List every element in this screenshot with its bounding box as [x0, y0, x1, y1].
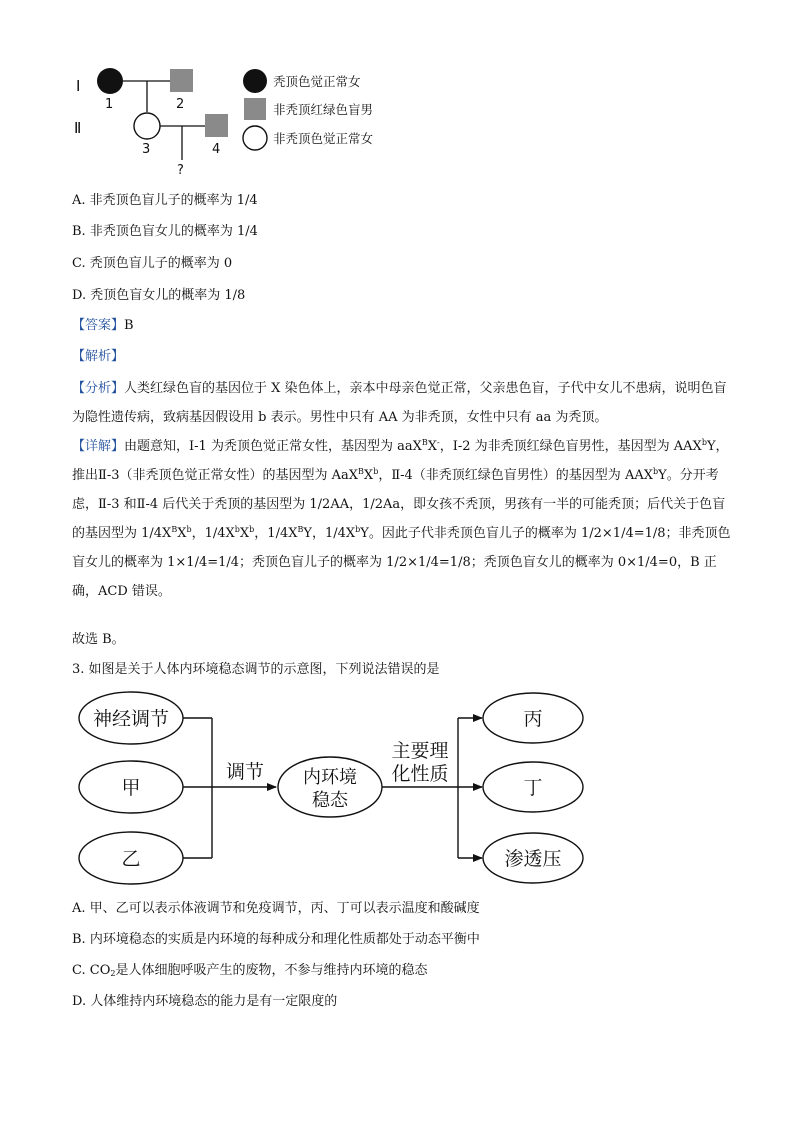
- answer-value: B: [124, 318, 134, 333]
- q2-option-b: B. 非秃顶色盲女儿的概率为 1/4: [72, 224, 258, 239]
- fenxi-paragraph: [72, 374, 734, 432]
- legend-colorblind-male-icon: [244, 98, 266, 120]
- fenxi-text: 人类红绿色盲的基因位于 X 染色体上，亲本中母亲色觉正常，父亲患色盲，子代中女儿不患病，说明色盲为隐性遗传病，致病基因假设用 b 表示。男性中只有 AA 为非秃顶，女性中只有 aa 为秃顶。: [72, 381, 727, 425]
- q2-option-c: C. 秃顶色盲儿子的概率为 0: [72, 256, 233, 271]
- pedigree-number-2: 2: [176, 97, 185, 112]
- analysis-section: [72, 374, 734, 606]
- answer-tag: 【答案】: [72, 318, 125, 333]
- node-osmotic-label: 渗透压: [504, 848, 562, 870]
- legend-label-3: 非秃顶色觉正常女: [273, 131, 374, 146]
- answer-line: [72, 316, 134, 336]
- xiangjie-text: ，Ⅰ-2 为非秃顶红绿色盲男性，基因型为 AAX: [439, 439, 702, 454]
- legend-label-1: 秃顶色觉正常女: [273, 74, 361, 89]
- xiangjie-paragraph: 【详解】由题意知，Ⅰ-1 为秃顶色觉正常女性，基因型为 aaX$^B$X-，Ⅰ-2 为非秃顶红绿色盲男性，基因型为 AAX$^b$Y，推出Ⅱ-3（非秃顶色觉正常女性）的基因型为 $AaX^BX^b$，Ⅱ-4（非秃顶红绿色盲男性）的基因型为 AAX$^b$Y。分开考虑，Ⅱ-3 和Ⅱ-4 后代关于秃顶的基因型为 1/2AA，1/2Aa，即女孩不秃顶，男孩有一半的可能秃顶；后代关于色盲的基因型为 $1/4X^BX^b$，$1/4X^bX^b$，$1/4X^BY$，$1/4X^bY$。因此子代非秃顶色盲儿子的概率为 1/2×1/4=1/8；非秃顶色盲女儿的概率为 1×1/4=1/4；秃顶色盲儿子的概率为 1/2×1/4=1/8；秃顶色盲女儿的概率为 0×1/4=0，B 正确，ACD 错误。: [72, 438, 731, 599]
- q3-option-d: D. 人体维持内环境稳态的能力是有一定限度的: [72, 994, 338, 1009]
- q3-option-c: [72, 961, 427, 981]
- q3-stem: 3. 如图是关于人体内环境稳态调节的示意图，下列说法错误的是: [72, 662, 440, 677]
- legend-affected-female-icon: [243, 69, 267, 93]
- allele-sup: B: [297, 525, 304, 534]
- legend-label-2: 非秃顶红绿色盲男: [273, 102, 374, 117]
- allele-sup: -: [437, 438, 440, 447]
- allele-sup: b: [652, 467, 659, 476]
- homeostasis-diagram: [70, 690, 610, 890]
- allele-sup: b: [701, 438, 707, 447]
- node-bing-label: 丙: [523, 708, 543, 730]
- q3-option-c-prefix: C. CO: [72, 963, 111, 978]
- allele-sup: b: [234, 525, 240, 534]
- allele-sup: B: [358, 467, 364, 476]
- allele-sup: B: [171, 525, 178, 534]
- q3-option-b: B. 内环境稳态的实质是内环境的每种成分和理化性质都处于动态平衡中: [72, 932, 480, 947]
- allele-sup: b: [186, 525, 192, 534]
- node-homeostasis-line2: 稳态: [312, 790, 348, 811]
- main-property-line2: 化性质: [391, 763, 449, 785]
- pedigree-number-1: 1: [105, 97, 114, 112]
- xiangjie-text: Y。因此子代非秃顶色盲儿子的概率为 1/2×1/4=1/8；非秃顶色盲女儿的概率为 1×1/4=1/4；秃顶色盲儿子的概率为 1/2×1/4=1/8；秃顶色盲女儿的概率为 0×1/4=0，B 正确，ACD 错误。: [72, 526, 731, 599]
- xiangjie-text: ，1/4X: [254, 526, 298, 541]
- pedigree-individual-I-2: [170, 69, 193, 92]
- allele-sup: b: [373, 467, 379, 476]
- pedigree-chart: [60, 55, 400, 180]
- xiangjie-text: Y，推出Ⅱ-3（非秃顶色觉正常女性）的基因型为 AaX: [72, 439, 729, 483]
- xiangjie-text: 由题意知，Ⅰ-1 为秃顶色觉正常女性，基因型为 aaX: [124, 439, 422, 454]
- generation-label-1: Ⅰ: [76, 77, 81, 95]
- xiangjie-text: Y。分开考虑，Ⅱ-3 和Ⅱ-4 后代关于秃顶的基因型为 1/2AA，1/2Aa，即女孩不秃顶，男孩有一半的可能秃顶；后代关于色盲的基因型为 1/4X: [72, 468, 726, 541]
- q3-option-a: A. 甲、乙可以表示体液调节和免疫调节，丙、丁可以表示温度和酸碱度: [72, 901, 480, 916]
- node-jia-label: 甲: [121, 777, 141, 799]
- q2-option-d: D. 秃顶色盲女儿的概率为 1/8: [72, 288, 246, 303]
- q2-option-a: A. 非秃顶色盲儿子的概率为 1/4: [72, 193, 258, 208]
- generation-label-2: Ⅱ: [74, 119, 82, 137]
- pedigree-individual-II-4: [205, 114, 228, 137]
- pedigree-unknown-mark: ?: [177, 163, 184, 178]
- xiangjie-tag: 【详解】: [72, 439, 125, 454]
- pedigree-number-3: 3: [142, 142, 151, 157]
- xiangjie-text: ，1/4X: [191, 526, 235, 541]
- node-yi-label: 乙: [121, 848, 141, 870]
- q3-option-c-subscript: 2: [110, 969, 116, 978]
- allele-sup: b: [249, 525, 255, 534]
- pedigree-individual-II-3: [134, 113, 160, 139]
- node-ding-label: 丁: [523, 777, 543, 799]
- main-property-line1: 主要理: [391, 740, 449, 762]
- xiangjie-text: Y，1/4X: [303, 526, 356, 541]
- node-homeostasis-line1: 内环境: [303, 767, 357, 788]
- allele-sup: B: [421, 438, 428, 447]
- allele-sup: b: [355, 525, 361, 534]
- pedigree-individual-I-1: [97, 68, 123, 94]
- node-shenjing-label: 神经调节: [92, 708, 170, 730]
- regulate-label: 调节: [225, 761, 265, 783]
- pedigree-number-4: 4: [212, 142, 221, 157]
- xiangjie-text: ，Ⅱ-4（非秃顶红绿色盲男性）的基因型为 AAX: [378, 468, 653, 483]
- q3-option-c-text: 是人体细胞呼吸产生的废物，不参与维持内环境的稳态: [115, 963, 428, 978]
- analysis-tag: 【解析】: [72, 349, 125, 364]
- legend-normal-female-icon: [243, 126, 267, 150]
- fenxi-tag: 【分析】: [72, 381, 125, 396]
- conclusion: 故选 B。: [72, 632, 125, 647]
